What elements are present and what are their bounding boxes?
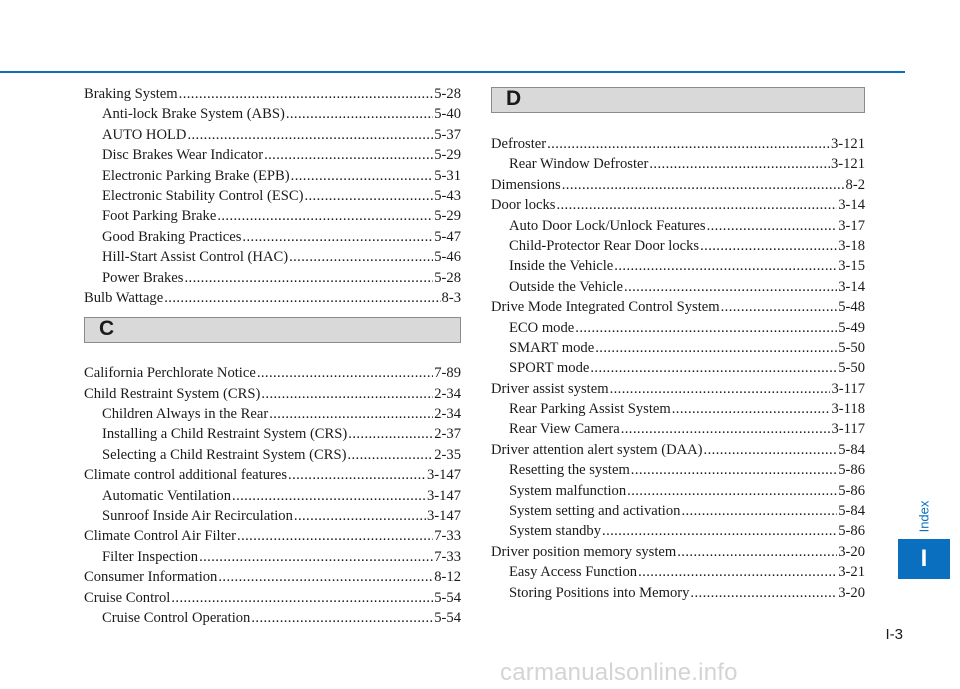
index-entry[interactable] [84, 465, 461, 485]
entry-text: SPORT mode [509, 360, 590, 377]
dot-leader [218, 567, 433, 587]
entry-page: 3-147 [426, 487, 461, 504]
index-subentry[interactable] [84, 268, 461, 288]
dot-leader [547, 134, 830, 154]
index-column-left [84, 84, 461, 628]
entry-page: 5-28 [434, 269, 461, 286]
index-entry[interactable] [491, 440, 865, 460]
index-entry[interactable] [491, 542, 865, 562]
index-subentry[interactable] [84, 166, 461, 186]
entry-page: 5-86 [838, 462, 865, 479]
dot-leader [624, 277, 837, 297]
entry-page: 5-47 [434, 228, 461, 245]
dot-leader [291, 166, 434, 186]
index-group-c [84, 363, 461, 628]
dot-leader [672, 399, 831, 419]
entry-text: Driver position memory system [491, 543, 677, 560]
index-entry[interactable] [491, 297, 865, 317]
entry-text: Rear Window Defroster [509, 156, 649, 173]
dot-leader [264, 145, 433, 165]
entry-text: Consumer Information [84, 569, 218, 586]
entry-page: 3-15 [838, 258, 865, 275]
index-subentry[interactable] [491, 521, 865, 541]
index-entry[interactable] [491, 134, 865, 154]
entry-page: 3-147 [426, 508, 461, 525]
dot-leader [575, 318, 837, 338]
dot-leader [217, 206, 433, 226]
entry-page: 7-89 [434, 365, 461, 382]
entry-text: Easy Access Function [509, 564, 638, 581]
dot-leader [261, 384, 433, 404]
dot-leader [251, 608, 433, 628]
entry-page: 3-18 [838, 237, 865, 254]
index-subentry[interactable] [491, 338, 865, 358]
entry-text: Door locks [491, 197, 556, 214]
index-subentry[interactable] [491, 419, 865, 439]
dot-leader [595, 338, 837, 358]
index-subentry[interactable] [84, 424, 461, 444]
index-entry[interactable] [84, 84, 461, 104]
side-tab-index[interactable] [898, 539, 950, 579]
index-subentry[interactable] [84, 206, 461, 226]
index-subentry[interactable] [491, 318, 865, 338]
dot-leader [562, 175, 845, 195]
dot-leader [649, 154, 830, 174]
entry-page: 5-40 [434, 106, 461, 123]
index-subentry[interactable] [491, 562, 865, 582]
entry-page: 5-86 [838, 523, 865, 540]
dot-leader [638, 562, 837, 582]
entry-text: System setting and activation [509, 503, 681, 520]
entry-page: 5-29 [434, 208, 461, 225]
entry-page: 2-37 [434, 426, 461, 443]
dot-leader [347, 445, 433, 465]
entry-text: SMART mode [509, 339, 595, 356]
dot-leader [631, 460, 837, 480]
dot-leader [700, 236, 837, 256]
entry-page: 5-48 [838, 299, 865, 316]
entry-page: 5-84 [838, 503, 865, 520]
entry-text: Filter Inspection [102, 548, 199, 565]
index-subentry[interactable] [84, 186, 461, 206]
section-letter: D [506, 87, 522, 110]
entry-page: 5-50 [838, 339, 865, 356]
index-entry[interactable] [84, 384, 461, 404]
entry-text: Rear View Camera [509, 421, 620, 438]
dot-leader [199, 547, 433, 567]
entry-text: Child Restraint System (CRS) [84, 385, 261, 402]
dot-leader [556, 195, 837, 215]
entry-text: Electronic Parking Brake (EPB) [102, 167, 290, 184]
index-entry[interactable] [491, 175, 865, 195]
entry-text: Cruise Control Operation [102, 609, 251, 626]
entry-text: Electronic Stability Control (ESC) [102, 187, 304, 204]
entry-text: Child-Protector Rear Door locks [509, 237, 700, 254]
dot-leader [288, 465, 426, 485]
entry-page: 5-84 [838, 441, 865, 458]
index-subentry[interactable] [84, 104, 461, 124]
entry-page: 7-33 [434, 528, 461, 545]
index-entry[interactable] [491, 195, 865, 215]
entry-page: 5-54 [434, 589, 461, 606]
index-subentry[interactable] [491, 154, 865, 174]
dot-leader [232, 486, 426, 506]
header-rule [0, 71, 905, 73]
dot-leader [304, 186, 433, 206]
index-entry[interactable] [84, 363, 461, 383]
dot-leader [602, 521, 837, 541]
entry-page: 3-21 [838, 564, 865, 581]
index-subentry[interactable] [84, 227, 461, 247]
dot-leader [590, 358, 837, 378]
entry-text: Children Always in the Rear [102, 406, 269, 423]
section-letter: C [99, 317, 115, 341]
index-subentry[interactable] [84, 486, 461, 506]
index-group-b [84, 84, 461, 308]
index-subentry[interactable] [84, 506, 461, 526]
entry-page: 3-121 [830, 136, 865, 152]
entry-page: 3-17 [838, 217, 865, 234]
index-entry[interactable] [84, 526, 461, 546]
entry-page: 3-20 [838, 584, 865, 601]
entry-page: 8-3 [441, 289, 461, 306]
dot-leader [164, 288, 440, 308]
entry-text: Disc Brakes Wear Indicator [102, 147, 264, 164]
entry-text: AUTO HOLD [102, 126, 187, 143]
entry-page: 2-35 [434, 446, 461, 463]
index-subentry[interactable] [84, 247, 461, 267]
entry-text: Cruise Control [84, 589, 171, 606]
section-header-c [84, 317, 461, 343]
dot-leader [677, 542, 837, 562]
dot-leader [257, 363, 433, 383]
index-subentry[interactable] [84, 125, 461, 145]
dot-leader [690, 583, 837, 603]
entry-text: Drive Mode Integrated Control System [491, 299, 720, 316]
side-tab-label [898, 496, 950, 536]
dot-leader [286, 104, 433, 124]
index-entry[interactable] [84, 288, 461, 308]
entry-page: 5-54 [434, 609, 461, 626]
entry-page: 3-121 [830, 156, 865, 173]
entry-text: ECO mode [509, 319, 575, 336]
entry-text: Braking System [84, 86, 178, 102]
index-subentry[interactable] [491, 501, 865, 521]
index-entry[interactable] [84, 567, 461, 587]
side-tab-letter: I [920, 545, 928, 572]
index-group-d [491, 134, 865, 603]
index-subentry[interactable] [491, 277, 865, 297]
page-number: I-3 [885, 626, 903, 643]
entry-text: Sunroof Inside Air Recirculation [102, 508, 293, 525]
index-subentry[interactable] [84, 608, 461, 628]
dot-leader [627, 481, 837, 501]
index-subentry[interactable] [491, 216, 865, 236]
entry-page: 7-33 [434, 548, 461, 565]
dot-leader [621, 419, 831, 439]
entry-text: Installing a Child Restraint System (CRS) [102, 426, 348, 443]
entry-page: 3-117 [831, 421, 865, 438]
index-subentry[interactable] [84, 145, 461, 165]
entry-text: System malfunction [509, 482, 627, 499]
entry-text: Good Braking Practices [102, 228, 242, 245]
index-subentry[interactable] [491, 236, 865, 256]
dot-leader [179, 84, 434, 104]
dot-leader [681, 501, 837, 521]
entry-text: Driver assist system [491, 380, 609, 397]
dot-leader [171, 588, 433, 608]
entry-page: 5-86 [838, 482, 865, 499]
dot-leader [348, 424, 433, 444]
entry-page: 3-117 [831, 380, 865, 397]
index-subentry[interactable] [491, 358, 865, 378]
dot-leader [187, 125, 433, 145]
entry-text: System standby [509, 523, 602, 540]
entry-page: 5-29 [434, 147, 461, 164]
index-subentry[interactable] [491, 256, 865, 276]
entry-page: 5-28 [434, 86, 461, 102]
entry-text: Inside the Vehicle [509, 258, 614, 275]
entry-text: Storing Positions into Memory [509, 584, 690, 601]
index-subentry[interactable] [491, 481, 865, 501]
entry-text: Outside the Vehicle [509, 278, 624, 295]
entry-text: Bulb Wattage [84, 289, 164, 306]
dot-leader [294, 506, 426, 526]
index-subentry[interactable] [491, 460, 865, 480]
index-column-right [491, 84, 865, 603]
entry-text: Hill-Start Assist Control (HAC) [102, 249, 289, 266]
dot-leader [184, 268, 433, 288]
entry-text: Resetting the system [509, 462, 630, 479]
entry-text: Dimensions [491, 176, 561, 193]
entry-text: Climate Control Air Filter [84, 528, 237, 545]
dot-leader [242, 227, 433, 247]
dot-leader [721, 297, 838, 317]
dot-leader [704, 440, 838, 460]
entry-page: 3-118 [831, 401, 865, 418]
index-subentry[interactable] [84, 404, 461, 424]
entry-text: Foot Parking Brake [102, 208, 217, 225]
entry-page: 5-50 [838, 360, 865, 377]
entry-text: California Perchlorate Notice [84, 365, 256, 382]
entry-page: 2-34 [434, 385, 461, 402]
index-subentry[interactable] [491, 399, 865, 419]
entry-page: 8-12 [434, 569, 461, 586]
entry-page: 8-2 [845, 176, 865, 193]
entry-page: 5-43 [434, 187, 461, 204]
entry-page: 5-49 [838, 319, 865, 336]
entry-page: 3-14 [838, 197, 865, 214]
entry-page: 3-14 [838, 278, 865, 295]
entry-text: Defroster [491, 136, 547, 152]
entry-page: 3-147 [426, 467, 461, 484]
entry-text: Anti-lock Brake System (ABS) [102, 106, 285, 123]
section-header-d [491, 87, 865, 113]
index-subentry[interactable] [491, 583, 865, 603]
side-tab-label-text: Index [916, 500, 932, 532]
entry-text: Automatic Ventilation [102, 487, 232, 504]
entry-text: Power Brakes [102, 269, 184, 286]
entry-text: Auto Door Lock/Unlock Features [509, 217, 706, 234]
entry-text: Rear Parking Assist System [509, 401, 671, 418]
index-entry[interactable] [84, 588, 461, 608]
dot-leader [707, 216, 838, 236]
entry-page: 5-37 [434, 126, 461, 143]
dot-leader [614, 256, 837, 276]
entry-text: Climate control additional features [84, 467, 288, 484]
entry-page: 2-34 [434, 406, 461, 423]
dot-leader [237, 526, 433, 546]
dot-leader [269, 404, 433, 424]
entry-text: Driver attention alert system (DAA) [491, 441, 703, 458]
entry-page: 5-31 [434, 167, 461, 184]
dot-leader [610, 379, 831, 399]
entry-page: 3-20 [838, 543, 865, 560]
dot-leader [289, 247, 433, 267]
index-subentry[interactable] [84, 445, 461, 465]
entry-text: Selecting a Child Restraint System (CRS) [102, 446, 347, 463]
index-entry[interactable] [491, 379, 865, 399]
entry-page: 5-46 [434, 249, 461, 266]
index-subentry[interactable] [84, 547, 461, 567]
watermark: carmanualsonline.info [500, 659, 738, 686]
